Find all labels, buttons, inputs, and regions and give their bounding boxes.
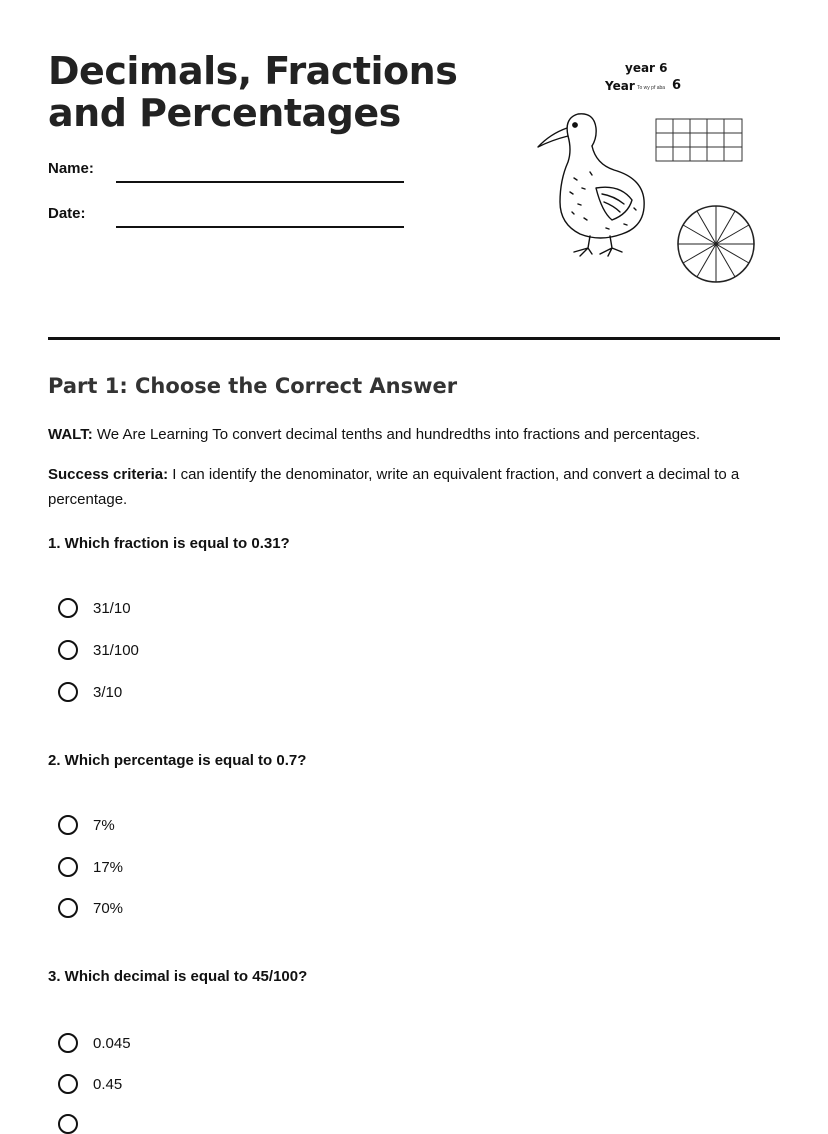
q1-option-3[interactable] bbox=[58, 680, 122, 704]
option-label: 3/10 bbox=[93, 683, 123, 701]
q1-option-1[interactable] bbox=[58, 596, 131, 620]
option-label: 7% bbox=[93, 816, 115, 834]
fraction-circle-illustration bbox=[676, 204, 756, 284]
option-label: 17% bbox=[93, 858, 124, 876]
success-criteria-text: I can identify the denominator, write an equivalent fraction, and convert a decimal to a percentage. bbox=[48, 466, 740, 508]
walt-paragraph bbox=[48, 422, 768, 447]
date-field-line[interactable] bbox=[116, 226, 404, 228]
q2-option-3[interactable] bbox=[58, 896, 123, 920]
radio-button[interactable] bbox=[58, 898, 78, 918]
q3-option-3-radio-partial[interactable] bbox=[58, 1114, 78, 1134]
section-divider bbox=[48, 337, 780, 340]
success-criteria-label: Success criteria: bbox=[48, 466, 169, 483]
question-3: 3. Which decimal is equal to 45/100? bbox=[48, 968, 308, 985]
year-small-print: To wy pf aba bbox=[637, 85, 666, 91]
part1-title: Part 1: Choose the Correct Answer bbox=[48, 374, 458, 398]
option-label: 31/100 bbox=[93, 641, 139, 659]
q2-option-2[interactable] bbox=[58, 855, 123, 879]
question-2: 2. Which percentage is equal to 0.7? bbox=[48, 752, 307, 769]
date-label: Date: bbox=[48, 205, 86, 222]
radio-button[interactable] bbox=[58, 815, 78, 835]
q1-option-2[interactable] bbox=[58, 638, 139, 662]
option-label: 70% bbox=[93, 899, 124, 917]
radio-button[interactable] bbox=[58, 1074, 78, 1094]
year-heading: year 6 bbox=[625, 61, 668, 75]
success-criteria-paragraph bbox=[48, 462, 768, 512]
q2-option-1[interactable] bbox=[58, 813, 115, 837]
radio-button[interactable] bbox=[58, 682, 78, 702]
name-field-line[interactable] bbox=[116, 181, 404, 183]
kiwi-bird-illustration bbox=[534, 108, 654, 260]
radio-button[interactable] bbox=[58, 640, 78, 660]
hundredths-grid-illustration bbox=[655, 118, 743, 162]
radio-button[interactable] bbox=[58, 1033, 78, 1053]
option-label: 0.045 bbox=[93, 1034, 131, 1052]
option-label: 31/10 bbox=[93, 599, 131, 617]
question-1: 1. Which fraction is equal to 0.31? bbox=[48, 535, 290, 552]
walt-text: We Are Learning To convert decimal tenths and hundredths into fractions and percentages. bbox=[92, 426, 701, 443]
walt-label: WALT: bbox=[48, 426, 93, 443]
year-word: Year bbox=[605, 79, 635, 93]
name-label: Name: bbox=[48, 160, 94, 177]
q3-option-1[interactable] bbox=[58, 1031, 131, 1055]
page-title: Decimals, Fractions and Percentages bbox=[48, 49, 458, 135]
radio-button[interactable] bbox=[58, 857, 78, 877]
radio-button[interactable] bbox=[58, 598, 78, 618]
year-number: 6 bbox=[672, 78, 682, 93]
q3-option-2[interactable] bbox=[58, 1072, 122, 1096]
option-label: 0.45 bbox=[93, 1075, 123, 1093]
